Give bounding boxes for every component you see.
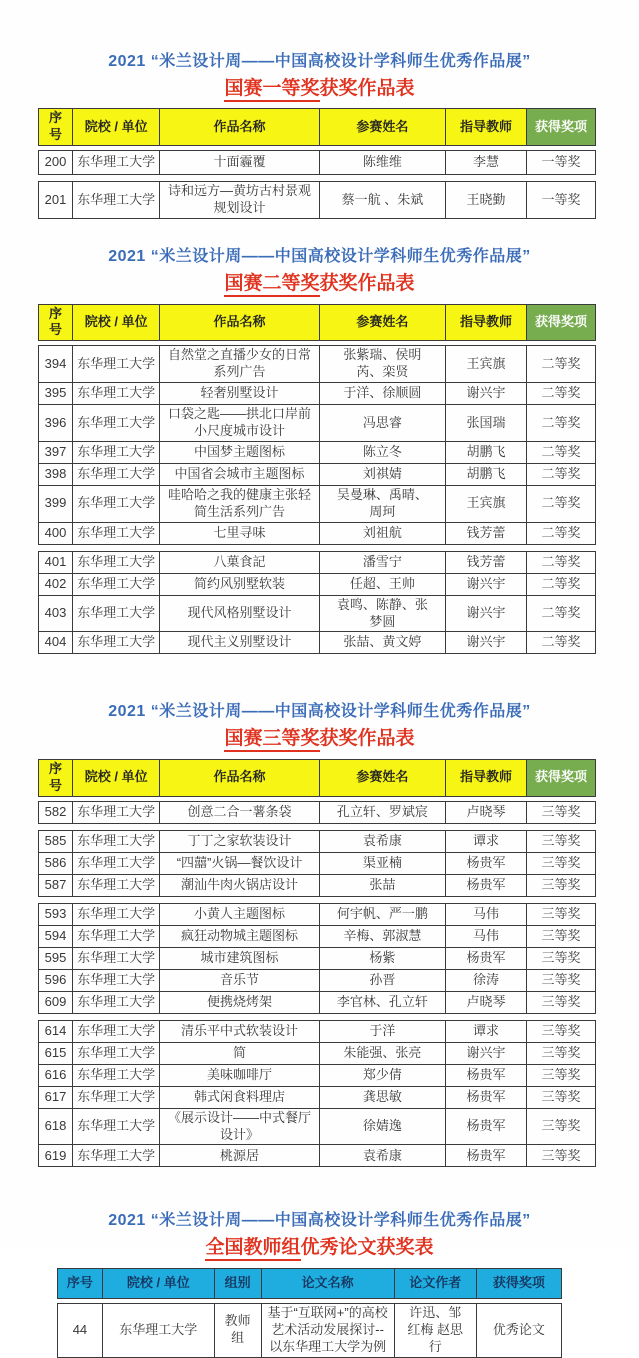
table-cell: 三等奖 bbox=[526, 991, 595, 1013]
table-row bbox=[39, 595, 596, 632]
table-cell: 现代主义别墅设计 bbox=[160, 632, 319, 654]
table-cell: 397 bbox=[39, 441, 73, 463]
table-row bbox=[39, 1064, 596, 1086]
table-cell: 东华理工大学 bbox=[72, 383, 159, 405]
table-cell: 桃源居 bbox=[160, 1145, 319, 1167]
table-cell: 三等奖 bbox=[526, 1145, 595, 1167]
table-row-group bbox=[38, 551, 596, 655]
award-section bbox=[0, 1211, 639, 1357]
table-cell: 谭求 bbox=[446, 1020, 527, 1042]
table-header-cell: 院校 / 单位 bbox=[72, 109, 159, 146]
table-row bbox=[39, 1145, 596, 1167]
table-header-cell: 获得奖项 bbox=[526, 759, 595, 796]
table-cell: 谢兴宇 bbox=[446, 632, 527, 654]
table-cell: 卢晓琴 bbox=[446, 801, 527, 823]
table-cell: 二等奖 bbox=[526, 405, 595, 442]
table-cell: 三等奖 bbox=[526, 969, 595, 991]
table-row-group bbox=[38, 801, 596, 824]
table-cell: 609 bbox=[39, 991, 73, 1013]
table-header-cell: 论文名称 bbox=[261, 1268, 394, 1298]
table-header-cell: 指导教师 bbox=[446, 304, 527, 341]
table-cell: 许迅、邹红梅 赵思行 bbox=[394, 1303, 476, 1357]
table-header-cell: 院校 / 单位 bbox=[72, 304, 159, 341]
table-row bbox=[39, 969, 596, 991]
table-header-cell: 指导教师 bbox=[446, 109, 527, 146]
table-header-cell: 序号 bbox=[58, 1268, 103, 1298]
table-cell: 渠亚楠 bbox=[319, 852, 445, 874]
table-cell: 三等奖 bbox=[526, 925, 595, 947]
table-cell: 七里寻味 bbox=[160, 522, 319, 544]
table-header-row bbox=[39, 304, 596, 341]
table-cell: 丁丁之家软装设计 bbox=[160, 830, 319, 852]
table-cell: 潘雪宁 bbox=[319, 551, 445, 573]
table-cell: 586 bbox=[39, 852, 73, 874]
table-cell: 简 bbox=[160, 1042, 319, 1064]
table-cell: 陈维维 bbox=[319, 151, 445, 175]
table-cell: 口袋之匙——拱北口岸前小尺度城市设计 bbox=[160, 405, 319, 442]
table-cell: 三等奖 bbox=[526, 1042, 595, 1064]
table-cell: 潮汕牛肉火锅店设计 bbox=[160, 874, 319, 896]
table-cell: 596 bbox=[39, 969, 73, 991]
table-cell: 谭求 bbox=[446, 830, 527, 852]
table-cell: 杨贵军 bbox=[446, 852, 527, 874]
table-cell: 44 bbox=[58, 1303, 103, 1357]
table-row bbox=[39, 947, 596, 969]
table-cell: 东华理工大学 bbox=[72, 874, 159, 896]
table-cell: 三等奖 bbox=[526, 1086, 595, 1108]
table-cell: 龚思敏 bbox=[319, 1086, 445, 1108]
table-cell: 教师组 bbox=[214, 1303, 261, 1357]
table-cell: 徐婧逸 bbox=[319, 1108, 445, 1145]
table-cell: 二等奖 bbox=[526, 383, 595, 405]
table-cell: 二等奖 bbox=[526, 632, 595, 654]
table-cell: 201 bbox=[39, 182, 73, 219]
table-header-row bbox=[39, 109, 596, 146]
table-cell: 钱芳蕾 bbox=[446, 551, 527, 573]
table-cell: 200 bbox=[39, 151, 73, 175]
table-cell: 刘祖航 bbox=[319, 522, 445, 544]
table-cell: 基于“互联网+”的高校艺术活动发展探讨--以东华理工大学为例 bbox=[261, 1303, 394, 1357]
table-cell: 东华理工大学 bbox=[72, 830, 159, 852]
table-cell: 胡鹏飞 bbox=[446, 441, 527, 463]
table-header bbox=[38, 759, 596, 797]
table-cell: 八菓食記 bbox=[160, 551, 319, 573]
table-cell: 谢兴宇 bbox=[446, 1042, 527, 1064]
table-cell: 二等奖 bbox=[526, 522, 595, 544]
subtitle-highlight: 国赛二等奖 bbox=[224, 273, 319, 297]
table-cell: 二等奖 bbox=[526, 595, 595, 632]
table-row bbox=[39, 485, 596, 522]
table-cell: 城市建筑图标 bbox=[160, 947, 319, 969]
table-cell: 张喆、黄文婷 bbox=[319, 632, 445, 654]
table-cell: 395 bbox=[39, 383, 73, 405]
table-cell: 冯思睿 bbox=[319, 405, 445, 442]
table-row-group bbox=[38, 903, 596, 1014]
table-cell: 616 bbox=[39, 1064, 73, 1086]
table-header bbox=[57, 1268, 562, 1299]
table-cell: 东华理工大学 bbox=[72, 925, 159, 947]
table-cell: 陈立冬 bbox=[319, 441, 445, 463]
table-cell: 587 bbox=[39, 874, 73, 896]
table-cell: 三等奖 bbox=[526, 1108, 595, 1145]
table-row bbox=[39, 632, 596, 654]
table-cell: 396 bbox=[39, 405, 73, 442]
table-cell: 美味咖啡厅 bbox=[160, 1064, 319, 1086]
subtitle-rest: 获奖作品表 bbox=[319, 77, 415, 99]
table-cell: 二等奖 bbox=[526, 573, 595, 595]
table-cell: 东华理工大学 bbox=[72, 1145, 159, 1167]
table-cell: 袁希康 bbox=[319, 1145, 445, 1167]
table-cell: 韩式闲食料理店 bbox=[160, 1086, 319, 1108]
table-cell: 杨贵军 bbox=[446, 1064, 527, 1086]
table-cell: 袁希康 bbox=[319, 830, 445, 852]
table-cell: 优秀论文 bbox=[476, 1303, 561, 1357]
table-header-cell: 参赛姓名 bbox=[319, 759, 445, 796]
table-row bbox=[39, 573, 596, 595]
table-cell: 404 bbox=[39, 632, 73, 654]
table-cell: 东华理工大学 bbox=[72, 463, 159, 485]
table-cell: 杨贵军 bbox=[446, 1086, 527, 1108]
section-title: 2021 “米兰设计周——中国高校设计学科师生优秀作品展” bbox=[108, 1212, 531, 1230]
table-header-cell: 参赛姓名 bbox=[319, 109, 445, 146]
table-cell: 东华理工大学 bbox=[72, 522, 159, 544]
section-subtitle bbox=[0, 1236, 639, 1261]
table-cell: 辛梅、郭淑慧 bbox=[319, 925, 445, 947]
table-cell: 一等奖 bbox=[526, 151, 595, 175]
table-cell: 593 bbox=[39, 903, 73, 925]
award-section bbox=[0, 247, 639, 654]
table-row bbox=[39, 903, 596, 925]
table-cell: 三等奖 bbox=[526, 947, 595, 969]
table-cell: 东华理工大学 bbox=[72, 632, 159, 654]
section-subtitle bbox=[0, 272, 639, 297]
table-row-group bbox=[38, 830, 596, 897]
table-cell: 王宾旗 bbox=[446, 346, 527, 383]
table-cell: 398 bbox=[39, 463, 73, 485]
table-cell: 东华理工大学 bbox=[72, 1086, 159, 1108]
table-cell: 东华理工大学 bbox=[72, 151, 159, 175]
table-header-cell: 序号 bbox=[39, 759, 73, 796]
table-cell: 徐涛 bbox=[446, 969, 527, 991]
table-cell: 东华理工大学 bbox=[72, 346, 159, 383]
table-cell: 任超、王帅 bbox=[319, 573, 445, 595]
table-cell: 十面霾覆 bbox=[160, 151, 319, 175]
table-cell: 东华理工大学 bbox=[72, 1108, 159, 1145]
subtitle-highlight: 国赛一等奖 bbox=[224, 78, 319, 102]
table-cell: 403 bbox=[39, 595, 73, 632]
section-subtitle bbox=[0, 77, 639, 102]
table-cell: 杨贵军 bbox=[446, 874, 527, 896]
table-cell: 394 bbox=[39, 346, 73, 383]
table-cell: 张紫瑞、侯明芮、栾贤 bbox=[319, 346, 445, 383]
table-cell: 哇哈哈之我的健康主张轻简生活系列广告 bbox=[160, 485, 319, 522]
table-cell: 简约风别墅软装 bbox=[160, 573, 319, 595]
table-cell: 东华理工大学 bbox=[72, 969, 159, 991]
table-cell: 中国梦主题图标 bbox=[160, 441, 319, 463]
table-cell: 李官林、孔立轩 bbox=[319, 991, 445, 1013]
table-cell: 401 bbox=[39, 551, 73, 573]
table-cell: 东华理工大学 bbox=[72, 947, 159, 969]
table-cell: 东华理工大学 bbox=[72, 1042, 159, 1064]
table-cell: 疯狂动物城主题图标 bbox=[160, 925, 319, 947]
table-cell: 二等奖 bbox=[526, 551, 595, 573]
table-header-row bbox=[58, 1268, 562, 1298]
table-header-cell: 组别 bbox=[214, 1268, 261, 1298]
table-row bbox=[39, 1020, 596, 1042]
table-header-cell: 院校 / 单位 bbox=[102, 1268, 214, 1298]
table-cell: 郑少倩 bbox=[319, 1064, 445, 1086]
table-cell: 东华理工大学 bbox=[102, 1303, 214, 1357]
table-row-group bbox=[38, 181, 596, 219]
table-row bbox=[39, 1108, 596, 1145]
table-cell: “四囍”火锅—餐饮设计 bbox=[160, 852, 319, 874]
table-cell: 吴曼琳、禹晴、周珂 bbox=[319, 485, 445, 522]
table-header-cell: 获得奖项 bbox=[526, 304, 595, 341]
table-cell: 小黄人主题图标 bbox=[160, 903, 319, 925]
table-cell: 孔立轩、罗斌宸 bbox=[319, 801, 445, 823]
table-cell: 王晓勤 bbox=[446, 182, 527, 219]
table-cell: 400 bbox=[39, 522, 73, 544]
table-cell: 张喆 bbox=[319, 874, 445, 896]
table-cell: 孙晋 bbox=[319, 969, 445, 991]
table-cell: 东华理工大学 bbox=[72, 903, 159, 925]
subtitle-highlight: 国赛三等奖 bbox=[224, 728, 319, 752]
table-header-cell: 作品名称 bbox=[160, 759, 319, 796]
section-subtitle bbox=[0, 727, 639, 752]
table-cell: 自然堂之直播少女的日常系列广告 bbox=[160, 346, 319, 383]
table-row bbox=[39, 1042, 596, 1064]
table-cell: 马伟 bbox=[446, 925, 527, 947]
table-cell: 585 bbox=[39, 830, 73, 852]
table-header bbox=[38, 108, 596, 146]
table-cell: 东华理工大学 bbox=[72, 551, 159, 573]
table-cell: 于洋、徐顺圆 bbox=[319, 383, 445, 405]
table-cell: 胡鹏飞 bbox=[446, 463, 527, 485]
section-title: 2021 “米兰设计周——中国高校设计学科师生优秀作品展” bbox=[108, 703, 531, 721]
table-cell: 东华理工大学 bbox=[72, 573, 159, 595]
table-header-cell: 作品名称 bbox=[160, 109, 319, 146]
table-cell: 619 bbox=[39, 1145, 73, 1167]
subtitle-highlight: 全国教师组 bbox=[205, 1237, 300, 1261]
table-row bbox=[39, 441, 596, 463]
table-header-cell: 序号 bbox=[39, 109, 73, 146]
table-cell: 东华理工大学 bbox=[72, 1064, 159, 1086]
table-row bbox=[39, 463, 596, 485]
table-cell: 东华理工大学 bbox=[72, 485, 159, 522]
table-row bbox=[39, 925, 596, 947]
table-row bbox=[39, 551, 596, 573]
table-cell: 二等奖 bbox=[526, 463, 595, 485]
table-cell: 音乐节 bbox=[160, 969, 319, 991]
table-row bbox=[39, 801, 596, 823]
table-cell: 张国瑞 bbox=[446, 405, 527, 442]
table-row-group bbox=[38, 1020, 596, 1168]
subtitle-rest: 获奖作品表 bbox=[319, 728, 415, 750]
table-cell: 谢兴宇 bbox=[446, 595, 527, 632]
section-title: 2021 “米兰设计周——中国高校设计学科师生优秀作品展” bbox=[108, 248, 531, 266]
table-cell: 创意二合一薯条袋 bbox=[160, 801, 319, 823]
table-cell: 618 bbox=[39, 1108, 73, 1145]
table-cell: 东华理工大学 bbox=[72, 405, 159, 442]
table-header-cell: 参赛姓名 bbox=[319, 304, 445, 341]
table-cell: 中国省会城市主题图标 bbox=[160, 463, 319, 485]
table-row-group bbox=[38, 345, 596, 544]
section-title: 2021 “米兰设计周——中国高校设计学科师生优秀作品展” bbox=[108, 53, 531, 70]
subtitle-rest: 优秀论文获奖表 bbox=[300, 1237, 434, 1259]
table-row bbox=[39, 182, 596, 219]
table-cell: 清乐平中式软装设计 bbox=[160, 1020, 319, 1042]
table-cell: 杨紫 bbox=[319, 947, 445, 969]
table-cell: 谢兴宇 bbox=[446, 383, 527, 405]
table-row bbox=[39, 405, 596, 442]
table-cell: 399 bbox=[39, 485, 73, 522]
table-row bbox=[39, 874, 596, 896]
award-section bbox=[0, 702, 639, 1167]
table-cell: 402 bbox=[39, 573, 73, 595]
table-cell: 三等奖 bbox=[526, 852, 595, 874]
table-row bbox=[39, 830, 596, 852]
table-cell: 杨贵军 bbox=[446, 947, 527, 969]
table-cell: 于洋 bbox=[319, 1020, 445, 1042]
table-cell: 朱能强、张亮 bbox=[319, 1042, 445, 1064]
table-cell: 一等奖 bbox=[526, 182, 595, 219]
table-cell: 二等奖 bbox=[526, 485, 595, 522]
table-cell: 便携烧烤架 bbox=[160, 991, 319, 1013]
table-cell: 王宾旗 bbox=[446, 485, 527, 522]
table-cell: 杨贵军 bbox=[446, 1108, 527, 1145]
table-row bbox=[39, 151, 596, 175]
table-header-cell: 论文作者 bbox=[394, 1268, 476, 1298]
table-header-row bbox=[39, 759, 596, 796]
table-cell: 614 bbox=[39, 1020, 73, 1042]
table-cell: 轻奢别墅设计 bbox=[160, 383, 319, 405]
table-cell: 东华理工大学 bbox=[72, 801, 159, 823]
table-cell: 蔡一航 、朱斌 bbox=[319, 182, 445, 219]
table-row bbox=[39, 991, 596, 1013]
table-header-cell: 序号 bbox=[39, 304, 73, 341]
table-header-cell: 获得奖项 bbox=[526, 109, 595, 146]
table-cell: 615 bbox=[39, 1042, 73, 1064]
table-row bbox=[39, 1086, 596, 1108]
award-section bbox=[0, 0, 639, 219]
table-row bbox=[39, 852, 596, 874]
table-header-cell: 作品名称 bbox=[160, 304, 319, 341]
table-cell: 何宇帆、严一鹏 bbox=[319, 903, 445, 925]
table-header-cell: 指导教师 bbox=[446, 759, 527, 796]
table-cell: 马伟 bbox=[446, 903, 527, 925]
table-cell: 595 bbox=[39, 947, 73, 969]
table-cell: 594 bbox=[39, 925, 73, 947]
table-cell: 东华理工大学 bbox=[72, 182, 159, 219]
table-cell: 三等奖 bbox=[526, 830, 595, 852]
table-cell: 二等奖 bbox=[526, 346, 595, 383]
table-row-group bbox=[38, 150, 596, 175]
table-cell: 东华理工大学 bbox=[72, 595, 159, 632]
table-header-cell: 院校 / 单位 bbox=[72, 759, 159, 796]
table-cell: 刘祺婧 bbox=[319, 463, 445, 485]
table-cell: 《展示设计——中式餐厅设计》 bbox=[160, 1108, 319, 1145]
table-cell: 诗和远方—黄坊古村景观规划设计 bbox=[160, 182, 319, 219]
table-cell: 东华理工大学 bbox=[72, 1020, 159, 1042]
table-row bbox=[39, 383, 596, 405]
table-cell: 三等奖 bbox=[526, 1020, 595, 1042]
table-cell: 三等奖 bbox=[526, 903, 595, 925]
table-cell: 东华理工大学 bbox=[72, 441, 159, 463]
table-cell: 现代风格别墅设计 bbox=[160, 595, 319, 632]
table-cell: 582 bbox=[39, 801, 73, 823]
table-row-group bbox=[57, 1303, 562, 1358]
table-header-cell: 获得奖项 bbox=[476, 1268, 561, 1298]
table-row bbox=[39, 522, 596, 544]
table-cell: 东华理工大学 bbox=[72, 991, 159, 1013]
table-row bbox=[58, 1303, 562, 1357]
table-cell: 卢晓琴 bbox=[446, 991, 527, 1013]
table-cell: 三等奖 bbox=[526, 801, 595, 823]
table-cell: 三等奖 bbox=[526, 874, 595, 896]
table-cell: 钱芳蕾 bbox=[446, 522, 527, 544]
table-cell: 二等奖 bbox=[526, 441, 595, 463]
table-cell: 谢兴宇 bbox=[446, 573, 527, 595]
table-cell: 三等奖 bbox=[526, 1064, 595, 1086]
table-cell: 杨贵军 bbox=[446, 1145, 527, 1167]
table-cell: 617 bbox=[39, 1086, 73, 1108]
table-row bbox=[39, 346, 596, 383]
table-header bbox=[38, 304, 596, 342]
subtitle-rest: 获奖作品表 bbox=[319, 272, 415, 294]
table-cell: 李慧 bbox=[446, 151, 527, 175]
table-cell: 袁鸣、陈静、张梦圆 bbox=[319, 595, 445, 632]
table-cell: 东华理工大学 bbox=[72, 852, 159, 874]
